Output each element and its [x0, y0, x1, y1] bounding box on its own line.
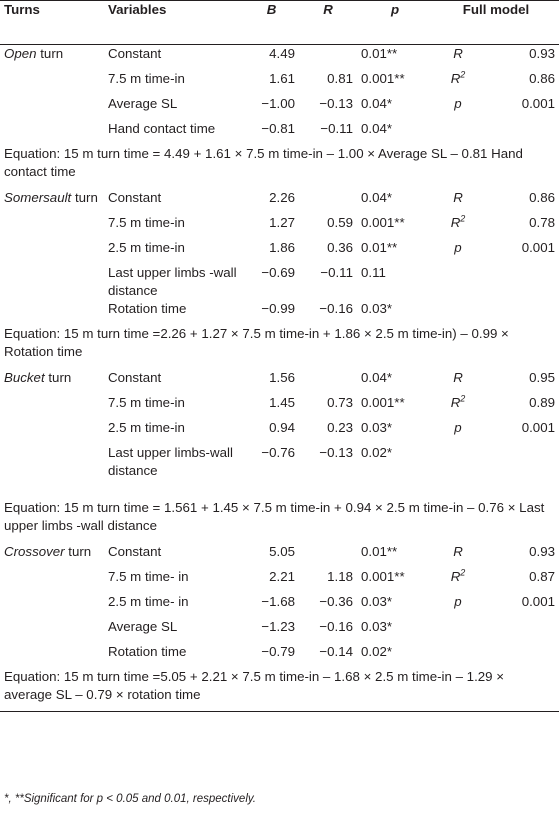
full-model-label: p [454, 593, 462, 609]
header-r: R [299, 1, 357, 45]
p-value-cell: 0.11 [361, 264, 386, 280]
full-model-value-cell: 0.89 [529, 394, 555, 410]
equation-row [0, 499, 559, 543]
p-value-cell: 0.03* [361, 593, 393, 609]
r-value-cell: 0.36 [327, 239, 353, 255]
header-turns: Turns [0, 1, 104, 45]
full-model-value-cell: 0.86 [529, 189, 555, 205]
full-model-label-cell [433, 593, 483, 618]
full-model-value-cell [483, 643, 559, 668]
turn-name-suffix: turn [71, 189, 98, 205]
p-value-cell: 0.04* [361, 95, 393, 111]
p-value-cell: 0.001** [361, 214, 405, 230]
full-model-label: R [453, 189, 463, 205]
full-model-label-cell [433, 394, 483, 419]
r-value-cell: 1.18 [327, 568, 353, 584]
full-model-value-cell [483, 300, 559, 325]
equation-row [0, 325, 559, 369]
turn-name-cell [0, 189, 104, 325]
equation-text: Equation: 15 m turn time = 1.561 + 1.45 × 7.5 m time-in + 0.94 × 2.5 m time-in – 0.76 × Last upper limbs -wall distance [4, 499, 545, 533]
full-model-label-superscript: 2 [460, 213, 466, 224]
b-value-cell: −0.99 [261, 300, 295, 316]
r-value-cell: 0.73 [327, 394, 353, 410]
equation-text: Equation: 15 m turn time = 4.49 + 1.61 × 7.5 m time-in – 1.00 × Average SL – 0.81 Hand contact time [4, 145, 523, 179]
full-model-label-cell [433, 618, 483, 643]
r-value-cell: −0.16 [319, 618, 353, 634]
r-value-cell: −0.36 [319, 593, 353, 609]
full-model-label-cell [433, 643, 483, 668]
full-model-value-cell: 0.86 [529, 70, 555, 86]
r-value-cell [299, 189, 357, 214]
p-value-cell: 0.04* [361, 189, 393, 205]
r-value-cell: −0.14 [319, 643, 353, 659]
variable-cell: Hand contact time [108, 120, 216, 136]
full-model-label: R [453, 369, 463, 385]
full-model-label: p [454, 419, 462, 435]
full-model-label-cell [433, 568, 483, 593]
variable-cell: Rotation time [108, 643, 187, 659]
variable-cell: Constant [108, 46, 162, 61]
full-model-value-cell: 0.001 [521, 239, 555, 255]
b-value-cell: 1.56 [269, 369, 295, 385]
full-model-label-cell [433, 369, 483, 394]
equation-row [0, 668, 559, 712]
p-value-cell: 0.01** [361, 46, 398, 61]
full-model-label-superscript: 2 [460, 69, 466, 80]
p-value-cell: 0.02* [361, 643, 393, 659]
r-value-cell: −0.13 [319, 444, 353, 460]
full-model-value-cell: 0.93 [529, 46, 555, 61]
b-value-cell: −0.79 [261, 643, 295, 659]
b-value-cell: 1.27 [269, 214, 295, 230]
full-model-value-cell [483, 444, 559, 499]
b-value-cell: 2.26 [269, 189, 295, 205]
r-value-cell: −0.13 [319, 95, 353, 111]
full-model-label-cell [433, 444, 483, 499]
p-value-cell: 0.03* [361, 618, 393, 634]
full-model-label-cell [433, 543, 483, 568]
b-value-cell: 1.86 [269, 239, 295, 255]
p-value-cell: 0.001** [361, 394, 405, 410]
full-model-value-cell: 0.001 [521, 593, 555, 609]
variable-cell: 2.5 m time- in [108, 593, 189, 609]
full-model-label: R [450, 394, 461, 410]
full-model-label-cell [433, 189, 483, 214]
variable-cell: Constant [108, 543, 162, 559]
variable-cell: 2.5 m time-in [108, 419, 185, 435]
variable-cell: 7.5 m time-in [108, 214, 185, 230]
full-model-label-cell [433, 95, 483, 120]
variable-cell: 7.5 m time- in [108, 568, 189, 584]
full-model-value-cell: 0.87 [529, 568, 555, 584]
full-model-label-cell [433, 239, 483, 264]
full-model-label-cell [433, 120, 483, 145]
turn-name-italic: Crossover [4, 543, 65, 559]
variable-cell: 7.5 m time-in [108, 70, 185, 86]
full-model-label-superscript: 2 [460, 567, 466, 578]
b-value-cell: −0.76 [261, 444, 295, 460]
b-value-cell: −1.00 [261, 95, 295, 111]
b-value-cell: 5.05 [269, 543, 295, 559]
p-value-cell: 0.01** [361, 543, 398, 559]
full-model-value-cell: 0.78 [529, 214, 555, 230]
full-model-label-cell [433, 300, 483, 325]
full-model-label: R [450, 70, 461, 86]
variable-cell: 2.5 m time-in [108, 239, 185, 255]
full-model-label-cell [433, 419, 483, 444]
turn-name-cell [0, 369, 104, 499]
full-model-label-cell [433, 45, 483, 70]
header-row [0, 1, 559, 45]
b-value-cell: −0.69 [261, 264, 295, 280]
r-value-cell [299, 45, 357, 70]
variable-cell: Rotation time [108, 300, 187, 316]
variable-cell: Last upper limbs -wall distance [108, 264, 237, 298]
variable-cell: Average SL [108, 618, 178, 634]
turn-name-italic: Somersault [4, 189, 72, 205]
full-model-value-cell: 0.93 [529, 543, 555, 559]
p-value-cell: 0.001** [361, 568, 405, 584]
variable-cell: Constant [108, 369, 162, 385]
r-value-cell: −0.11 [320, 264, 353, 280]
full-model-label: R [453, 543, 463, 559]
header-p: p [357, 1, 433, 45]
table-row [0, 189, 559, 214]
full-model-value-cell: 0.001 [521, 95, 555, 111]
variable-cell: Average SL [108, 95, 178, 111]
b-value-cell: 0.94 [269, 419, 295, 435]
full-model-label-cell [433, 70, 483, 95]
full-model-label-superscript: 2 [460, 393, 466, 404]
p-value-cell: 0.04* [361, 120, 393, 136]
full-model-value-cell [483, 618, 559, 643]
full-model-value-cell: 0.95 [529, 369, 555, 385]
p-value-cell: 0.03* [361, 300, 393, 316]
p-value-cell: 0.03* [361, 419, 393, 435]
r-value-cell: 0.81 [327, 70, 353, 86]
table-row [0, 369, 559, 394]
b-value-cell: 4.49 [269, 46, 295, 61]
r-value-cell: −0.11 [320, 120, 353, 136]
b-value-cell: −1.23 [261, 618, 295, 634]
p-value-cell: 0.02* [361, 444, 393, 460]
turn-name-suffix: turn [36, 46, 64, 61]
turn-name-suffix: turn [44, 369, 72, 385]
b-value-cell: 2.21 [269, 568, 295, 584]
p-value-cell: 0.04* [361, 369, 393, 385]
table-body [0, 45, 559, 712]
variable-cell: Constant [108, 189, 162, 205]
full-model-label: R [450, 214, 461, 230]
variable-cell: 7.5 m time-in [108, 394, 185, 410]
turn-name-italic: Bucket [4, 369, 45, 385]
full-model-label: R [450, 568, 461, 584]
r-value-cell [299, 543, 357, 568]
header-b: B [244, 1, 299, 45]
full-model-value-cell [483, 264, 559, 300]
table-footnote: *, **Significant for p < 0.05 and 0.01, respectively. [4, 793, 256, 805]
turn-name-suffix: turn [64, 543, 92, 559]
turn-name-cell [0, 543, 104, 668]
b-value-cell: 1.45 [269, 394, 295, 410]
full-model-label-cell [433, 264, 483, 300]
b-value-cell: −0.81 [261, 120, 295, 136]
full-model-label: p [454, 239, 462, 255]
equation-text: Equation: 15 m turn time =2.26 + 1.27 × 7.5 m time-in + 1.86 × 2.5 m time-in) – 0.99 × Rotation time [4, 325, 509, 359]
b-value-cell: 1.61 [269, 70, 295, 86]
b-value-cell: −1.68 [261, 593, 295, 609]
full-model-value-cell: 0.001 [521, 419, 555, 435]
full-model-label-cell [433, 214, 483, 239]
turn-name-italic: Open [4, 46, 37, 61]
equation-row [0, 145, 559, 189]
p-value-cell: 0.001** [361, 70, 405, 86]
p-value-cell: 0.01** [361, 239, 398, 255]
full-model-label: R [453, 46, 463, 61]
table-row [0, 543, 559, 568]
equation-text: Equation: 15 m turn time =5.05 + 2.21 × 7.5 m time-in – 1.68 × 2.5 m time-in – 1.29 × average SL – 0.79 × rotation time [0, 668, 559, 712]
header-variables: Variables [104, 1, 244, 45]
full-model-label: p [454, 95, 462, 111]
r-value-cell: 0.23 [327, 419, 353, 435]
header-full-model: Full model [433, 1, 559, 45]
r-value-cell: −0.16 [319, 300, 353, 316]
r-value-cell [299, 369, 357, 394]
turn-name-cell [0, 45, 104, 145]
r-value-cell: 0.59 [327, 214, 353, 230]
table-row [0, 45, 559, 70]
variable-cell: Last upper limbs-wall distance [108, 444, 233, 478]
full-model-value-cell [483, 120, 559, 145]
